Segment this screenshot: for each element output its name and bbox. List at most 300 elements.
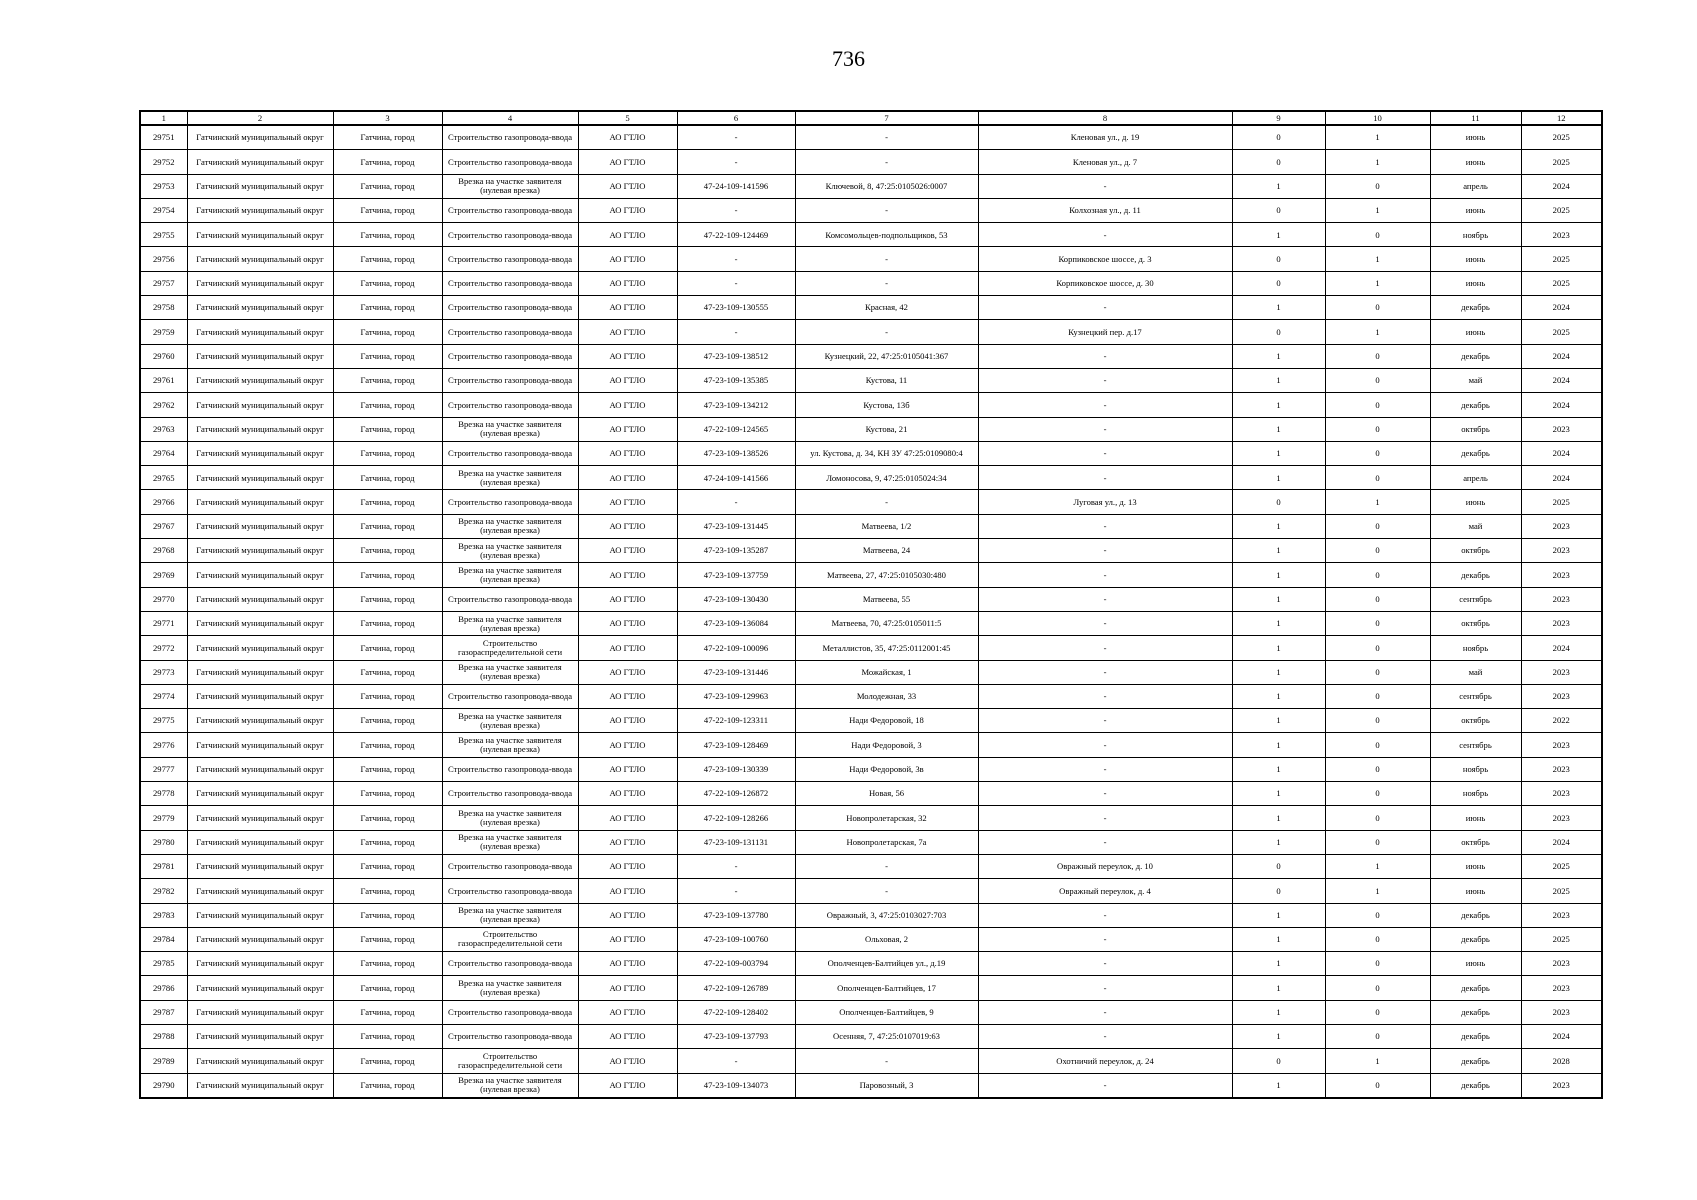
cell-municipality: Гатчинский муниципальный округ — [187, 344, 333, 368]
cell-settlement: Гатчина, город — [333, 271, 442, 295]
cell-work-type: Строительство газопровода-ввода — [442, 150, 578, 174]
cell-object-address: Молодежная, 33 — [795, 684, 978, 708]
cell-municipality: Гатчинский муниципальный округ — [187, 782, 333, 806]
cell-year: 2023 — [1521, 1073, 1602, 1098]
cell-month: декабрь — [1430, 393, 1521, 417]
cell-month: июнь — [1430, 320, 1521, 344]
cell-object-address: Матвеева, 24 — [795, 539, 978, 563]
cell-year: 2023 — [1521, 806, 1602, 830]
cell-settlement: Гатчина, город — [333, 490, 442, 514]
cell-settlement: Гатчина, город — [333, 782, 442, 806]
cell-application-number: - — [677, 320, 795, 344]
cell-work-type: Строительство газораспределительной сети — [442, 927, 578, 951]
cell-settlement: Гатчина, город — [333, 1024, 442, 1048]
cell-count-col-10: 0 — [1325, 976, 1430, 1000]
table-row — [140, 514, 1602, 538]
cell-organization: АО ГТЛО — [578, 952, 677, 976]
cell-count-col-9: 1 — [1232, 806, 1325, 830]
cell-settlement: Гатчина, город — [333, 1073, 442, 1098]
cell-work-type: Строительство газопровода-ввода — [442, 684, 578, 708]
cell-count-col-9: 0 — [1232, 150, 1325, 174]
cell-object-address: - — [795, 490, 978, 514]
cell-month: ноябрь — [1430, 782, 1521, 806]
cell-organization: АО ГТЛО — [578, 879, 677, 903]
cell-planned-address: - — [978, 611, 1232, 635]
cell-planned-address: - — [978, 296, 1232, 320]
cell-work-type: Строительство газопровода-ввода — [442, 296, 578, 320]
cell-count-col-10: 0 — [1325, 563, 1430, 587]
cell-organization: АО ГТЛО — [578, 806, 677, 830]
cell-work-type: Строительство газопровода-ввода — [442, 757, 578, 781]
cell-planned-address: Колхозная ул., д. 11 — [978, 198, 1232, 222]
cell-month: ноябрь — [1430, 757, 1521, 781]
cell-count-col-10: 1 — [1325, 125, 1430, 150]
cell-organization: АО ГТЛО — [578, 174, 677, 198]
cell-object-address: Ломоносова, 9, 47:25:0105024:34 — [795, 466, 978, 490]
cell-count-col-10: 0 — [1325, 296, 1430, 320]
cell-municipality: Гатчинский муниципальный округ — [187, 125, 333, 150]
cell-municipality: Гатчинский муниципальный округ — [187, 320, 333, 344]
cell-settlement: Гатчина, город — [333, 757, 442, 781]
cell-row-number: 29767 — [140, 514, 187, 538]
cell-settlement: Гатчина, город — [333, 952, 442, 976]
cell-planned-address: - — [978, 782, 1232, 806]
cell-application-number: 47-23-109-135385 — [677, 368, 795, 392]
cell-settlement: Гатчина, город — [333, 660, 442, 684]
cell-municipality: Гатчинский муниципальный округ — [187, 563, 333, 587]
cell-count-col-9: 1 — [1232, 563, 1325, 587]
cell-planned-address: - — [978, 830, 1232, 854]
cell-row-number: 29774 — [140, 684, 187, 708]
table-row — [140, 320, 1602, 344]
cell-planned-address: - — [978, 223, 1232, 247]
cell-municipality: Гатчинский муниципальный округ — [187, 490, 333, 514]
cell-count-col-9: 1 — [1232, 733, 1325, 757]
cell-organization: АО ГТЛО — [578, 1000, 677, 1024]
cell-count-col-9: 1 — [1232, 660, 1325, 684]
cell-row-number: 29751 — [140, 125, 187, 150]
cell-settlement: Гатчина, город — [333, 198, 442, 222]
cell-count-col-9: 1 — [1232, 611, 1325, 635]
cell-row-number: 29784 — [140, 927, 187, 951]
cell-row-number: 29768 — [140, 539, 187, 563]
cell-application-number: 47-23-109-130430 — [677, 587, 795, 611]
cell-organization: АО ГТЛО — [578, 757, 677, 781]
cell-year: 2023 — [1521, 660, 1602, 684]
cell-application-number: 47-24-109-141596 — [677, 174, 795, 198]
cell-organization: АО ГТЛО — [578, 587, 677, 611]
table-row — [140, 976, 1602, 1000]
cell-work-type: Врезка на участке заявителя (нулевая врезка) — [442, 466, 578, 490]
cell-organization: АО ГТЛО — [578, 1049, 677, 1073]
cell-row-number: 29758 — [140, 296, 187, 320]
table-row — [140, 636, 1602, 660]
cell-planned-address: - — [978, 368, 1232, 392]
cell-count-col-9: 1 — [1232, 174, 1325, 198]
cell-organization: АО ГТЛО — [578, 830, 677, 854]
cell-planned-address: - — [978, 466, 1232, 490]
column-number-1: 1 — [140, 111, 187, 125]
cell-settlement: Гатчина, город — [333, 223, 442, 247]
cell-settlement: Гатчина, город — [333, 854, 442, 878]
cell-row-number: 29752 — [140, 150, 187, 174]
cell-planned-address: Кузнецкий пер. д.17 — [978, 320, 1232, 344]
cell-row-number: 29766 — [140, 490, 187, 514]
cell-organization: АО ГТЛО — [578, 903, 677, 927]
column-number-11: 11 — [1430, 111, 1521, 125]
cell-work-type: Строительство газопровода-ввода — [442, 587, 578, 611]
column-number-9: 9 — [1232, 111, 1325, 125]
cell-month: декабрь — [1430, 1000, 1521, 1024]
table-row — [140, 466, 1602, 490]
cell-count-col-10: 1 — [1325, 490, 1430, 514]
cell-object-address: Нади Федоровой, 18 — [795, 709, 978, 733]
cell-application-number: 47-24-109-141566 — [677, 466, 795, 490]
cell-year: 2024 — [1521, 441, 1602, 465]
table-row — [140, 393, 1602, 417]
cell-year: 2024 — [1521, 636, 1602, 660]
cell-settlement: Гатчина, город — [333, 1000, 442, 1024]
cell-object-address: - — [795, 125, 978, 150]
cell-planned-address: - — [978, 709, 1232, 733]
column-number-12: 12 — [1521, 111, 1602, 125]
cell-application-number: - — [677, 125, 795, 150]
cell-planned-address: - — [978, 903, 1232, 927]
cell-month: декабрь — [1430, 296, 1521, 320]
table-row — [140, 806, 1602, 830]
cell-municipality: Гатчинский муниципальный округ — [187, 247, 333, 271]
cell-planned-address: - — [978, 393, 1232, 417]
cell-count-col-9: 0 — [1232, 271, 1325, 295]
cell-row-number: 29785 — [140, 952, 187, 976]
cell-year: 2023 — [1521, 611, 1602, 635]
cell-work-type: Строительство газопровода-ввода — [442, 879, 578, 903]
cell-organization: АО ГТЛО — [578, 927, 677, 951]
cell-count-col-10: 0 — [1325, 757, 1430, 781]
cell-application-number: - — [677, 490, 795, 514]
cell-planned-address: Кленовая ул., д. 7 — [978, 150, 1232, 174]
cell-object-address: - — [795, 879, 978, 903]
cell-count-col-10: 0 — [1325, 927, 1430, 951]
cell-year: 2025 — [1521, 879, 1602, 903]
cell-object-address: Паровозный, 3 — [795, 1073, 978, 1098]
cell-planned-address: - — [978, 1024, 1232, 1048]
cell-count-col-10: 1 — [1325, 320, 1430, 344]
cell-municipality: Гатчинский муниципальный округ — [187, 1049, 333, 1073]
cell-work-type: Врезка на участке заявителя (нулевая врезка) — [442, 611, 578, 635]
cell-planned-address: - — [978, 174, 1232, 198]
cell-planned-address: - — [978, 976, 1232, 1000]
cell-organization: АО ГТЛО — [578, 247, 677, 271]
cell-planned-address: Кленовая ул., д. 19 — [978, 125, 1232, 150]
cell-count-col-9: 1 — [1232, 368, 1325, 392]
cell-settlement: Гатчина, город — [333, 563, 442, 587]
cell-count-col-9: 0 — [1232, 125, 1325, 150]
cell-month: декабрь — [1430, 1073, 1521, 1098]
column-number-7: 7 — [795, 111, 978, 125]
cell-count-col-10: 0 — [1325, 587, 1430, 611]
table-row — [140, 879, 1602, 903]
cell-settlement: Гатчина, город — [333, 296, 442, 320]
cell-municipality: Гатчинский муниципальный округ — [187, 806, 333, 830]
cell-count-col-10: 0 — [1325, 368, 1430, 392]
table-row — [140, 1000, 1602, 1024]
cell-application-number: 47-23-109-131131 — [677, 830, 795, 854]
table-row — [140, 223, 1602, 247]
cell-organization: АО ГТЛО — [578, 636, 677, 660]
cell-count-col-9: 1 — [1232, 830, 1325, 854]
cell-application-number: - — [677, 150, 795, 174]
cell-planned-address: - — [978, 733, 1232, 757]
cell-municipality: Гатчинский муниципальный округ — [187, 223, 333, 247]
cell-object-address: - — [795, 150, 978, 174]
cell-municipality: Гатчинский муниципальный округ — [187, 952, 333, 976]
cell-planned-address: Корпиковское шоссе, д. 3 — [978, 247, 1232, 271]
cell-year: 2024 — [1521, 368, 1602, 392]
cell-object-address: - — [795, 854, 978, 878]
cell-object-address: Кустова, 11 — [795, 368, 978, 392]
cell-count-col-10: 1 — [1325, 879, 1430, 903]
cell-planned-address: - — [978, 563, 1232, 587]
cell-settlement: Гатчина, город — [333, 514, 442, 538]
cell-organization: АО ГТЛО — [578, 271, 677, 295]
cell-object-address: Осенняя, 7, 47:25:0107019:63 — [795, 1024, 978, 1048]
cell-year: 2025 — [1521, 125, 1602, 150]
cell-application-number: - — [677, 1049, 795, 1073]
cell-row-number: 29787 — [140, 1000, 187, 1024]
cell-count-col-9: 1 — [1232, 1024, 1325, 1048]
table-row — [140, 368, 1602, 392]
cell-work-type: Врезка на участке заявителя (нулевая врезка) — [442, 174, 578, 198]
cell-application-number: 47-22-109-100096 — [677, 636, 795, 660]
cell-row-number: 29754 — [140, 198, 187, 222]
cell-count-col-10: 1 — [1325, 150, 1430, 174]
cell-month: май — [1430, 514, 1521, 538]
cell-application-number: 47-23-109-130555 — [677, 296, 795, 320]
cell-count-col-9: 1 — [1232, 636, 1325, 660]
cell-municipality: Гатчинский муниципальный округ — [187, 587, 333, 611]
cell-settlement: Гатчина, город — [333, 441, 442, 465]
cell-work-type: Строительство газопровода-ввода — [442, 198, 578, 222]
cell-count-col-9: 1 — [1232, 587, 1325, 611]
cell-month: июнь — [1430, 952, 1521, 976]
cell-work-type: Врезка на участке заявителя (нулевая врезка) — [442, 1073, 578, 1098]
cell-year: 2023 — [1521, 782, 1602, 806]
cell-count-col-10: 0 — [1325, 733, 1430, 757]
table-row — [140, 660, 1602, 684]
cell-organization: АО ГТЛО — [578, 393, 677, 417]
table-row — [140, 782, 1602, 806]
cell-municipality: Гатчинский муниципальный округ — [187, 1024, 333, 1048]
cell-application-number: - — [677, 247, 795, 271]
cell-organization: АО ГТЛО — [578, 223, 677, 247]
cell-settlement: Гатчина, город — [333, 247, 442, 271]
cell-row-number: 29786 — [140, 976, 187, 1000]
cell-settlement: Гатчина, город — [333, 709, 442, 733]
cell-planned-address: Луговая ул., д. 13 — [978, 490, 1232, 514]
cell-row-number: 29769 — [140, 563, 187, 587]
cell-object-address: Ополченцев-Балтийцев ул., д.19 — [795, 952, 978, 976]
cell-count-col-10: 0 — [1325, 806, 1430, 830]
cell-row-number: 29753 — [140, 174, 187, 198]
cell-application-number: 47-22-109-126872 — [677, 782, 795, 806]
cell-application-number: - — [677, 198, 795, 222]
cell-month: октябрь — [1430, 830, 1521, 854]
cell-count-col-9: 1 — [1232, 441, 1325, 465]
cell-year: 2024 — [1521, 393, 1602, 417]
cell-year: 2025 — [1521, 198, 1602, 222]
cell-organization: АО ГТЛО — [578, 684, 677, 708]
cell-year: 2023 — [1521, 417, 1602, 441]
cell-object-address: Кустова, 21 — [795, 417, 978, 441]
cell-organization: АО ГТЛО — [578, 417, 677, 441]
cell-settlement: Гатчина, город — [333, 320, 442, 344]
cell-application-number: 47-23-109-138526 — [677, 441, 795, 465]
cell-organization: АО ГТЛО — [578, 441, 677, 465]
cell-month: июнь — [1430, 247, 1521, 271]
table-row — [140, 539, 1602, 563]
table-row — [140, 854, 1602, 878]
table-row — [140, 441, 1602, 465]
cell-organization: АО ГТЛО — [578, 150, 677, 174]
cell-application-number: 47-23-109-130339 — [677, 757, 795, 781]
cell-planned-address: - — [978, 636, 1232, 660]
column-number-5: 5 — [578, 111, 677, 125]
cell-row-number: 29783 — [140, 903, 187, 927]
table-row — [140, 198, 1602, 222]
cell-municipality: Гатчинский муниципальный округ — [187, 709, 333, 733]
cell-month: декабрь — [1430, 563, 1521, 587]
cell-planned-address: - — [978, 806, 1232, 830]
cell-year: 2024 — [1521, 830, 1602, 854]
page-number: 736 — [832, 46, 865, 71]
cell-work-type: Врезка на участке заявителя (нулевая врезка) — [442, 539, 578, 563]
cell-organization: АО ГТЛО — [578, 490, 677, 514]
cell-organization: АО ГТЛО — [578, 466, 677, 490]
cell-count-col-9: 1 — [1232, 1000, 1325, 1024]
cell-application-number: 47-23-109-138512 — [677, 344, 795, 368]
cell-work-type: Врезка на участке заявителя (нулевая врезка) — [442, 903, 578, 927]
table-row — [140, 709, 1602, 733]
cell-settlement: Гатчина, город — [333, 1049, 442, 1073]
cell-object-address: Ополченцев-Балтийцев, 9 — [795, 1000, 978, 1024]
cell-organization: АО ГТЛО — [578, 782, 677, 806]
cell-municipality: Гатчинский муниципальный округ — [187, 854, 333, 878]
cell-organization: АО ГТЛО — [578, 1073, 677, 1098]
cell-work-type: Строительство газопровода-ввода — [442, 441, 578, 465]
cell-count-col-10: 0 — [1325, 903, 1430, 927]
cell-planned-address: - — [978, 514, 1232, 538]
cell-year: 2023 — [1521, 684, 1602, 708]
cell-planned-address: - — [978, 539, 1232, 563]
cell-count-col-10: 0 — [1325, 417, 1430, 441]
table-row — [140, 417, 1602, 441]
cell-row-number: 29757 — [140, 271, 187, 295]
cell-month: декабрь — [1430, 903, 1521, 927]
cell-row-number: 29788 — [140, 1024, 187, 1048]
cell-object-address: - — [795, 198, 978, 222]
table-row — [140, 490, 1602, 514]
cell-row-number: 29763 — [140, 417, 187, 441]
cell-object-address: Ключевой, 8, 47:25:0105026:0007 — [795, 174, 978, 198]
cell-row-number: 29789 — [140, 1049, 187, 1073]
cell-planned-address: - — [978, 1000, 1232, 1024]
cell-month: сентябрь — [1430, 733, 1521, 757]
cell-work-type: Строительство газопровода-ввода — [442, 223, 578, 247]
cell-application-number: 47-23-109-137793 — [677, 1024, 795, 1048]
cell-application-number: 47-23-109-134073 — [677, 1073, 795, 1098]
cell-year: 2024 — [1521, 296, 1602, 320]
cell-month: октябрь — [1430, 611, 1521, 635]
cell-planned-address: - — [978, 757, 1232, 781]
cell-settlement: Гатчина, город — [333, 539, 442, 563]
cell-planned-address: - — [978, 660, 1232, 684]
cell-row-number: 29759 — [140, 320, 187, 344]
cell-settlement: Гатчина, город — [333, 344, 442, 368]
table-row — [140, 1073, 1602, 1098]
cell-organization: АО ГТЛО — [578, 709, 677, 733]
cell-count-col-9: 0 — [1232, 854, 1325, 878]
cell-work-type: Строительство газопровода-ввода — [442, 952, 578, 976]
cell-work-type: Строительство газопровода-ввода — [442, 854, 578, 878]
cell-count-col-9: 1 — [1232, 976, 1325, 1000]
cell-row-number: 29755 — [140, 223, 187, 247]
column-number-6: 6 — [677, 111, 795, 125]
cell-year: 2025 — [1521, 854, 1602, 878]
cell-object-address: - — [795, 320, 978, 344]
column-number-10: 10 — [1325, 111, 1430, 125]
cell-month: декабрь — [1430, 927, 1521, 951]
cell-object-address: - — [795, 1049, 978, 1073]
table-row — [140, 903, 1602, 927]
cell-municipality: Гатчинский муниципальный округ — [187, 1073, 333, 1098]
table-row — [140, 271, 1602, 295]
cell-count-col-10: 0 — [1325, 1073, 1430, 1098]
cell-count-col-9: 1 — [1232, 1073, 1325, 1098]
cell-row-number: 29771 — [140, 611, 187, 635]
cell-object-address: Кустова, 13б — [795, 393, 978, 417]
cell-application-number: 47-22-109-128266 — [677, 806, 795, 830]
cell-settlement: Гатчина, город — [333, 830, 442, 854]
cell-object-address: Ополченцев-Балтийцев, 17 — [795, 976, 978, 1000]
cell-organization: АО ГТЛО — [578, 125, 677, 150]
cell-month: октябрь — [1430, 709, 1521, 733]
cell-application-number: 47-23-109-129963 — [677, 684, 795, 708]
cell-row-number: 29782 — [140, 879, 187, 903]
cell-count-col-10: 0 — [1325, 684, 1430, 708]
cell-work-type: Врезка на участке заявителя (нулевая врезка) — [442, 806, 578, 830]
cell-work-type: Врезка на участке заявителя (нулевая врезка) — [442, 709, 578, 733]
cell-planned-address: - — [978, 417, 1232, 441]
cell-planned-address: - — [978, 1073, 1232, 1098]
cell-municipality: Гатчинский муниципальный округ — [187, 903, 333, 927]
cell-application-number: 47-22-109-123311 — [677, 709, 795, 733]
column-number-3: 3 — [333, 111, 442, 125]
cell-application-number: - — [677, 879, 795, 903]
cell-count-col-9: 1 — [1232, 903, 1325, 927]
cell-month: май — [1430, 660, 1521, 684]
cell-count-col-9: 1 — [1232, 393, 1325, 417]
cell-municipality: Гатчинский муниципальный округ — [187, 393, 333, 417]
cell-organization: АО ГТЛО — [578, 854, 677, 878]
cell-planned-address: - — [978, 952, 1232, 976]
cell-month: декабрь — [1430, 1024, 1521, 1048]
cell-year: 2024 — [1521, 344, 1602, 368]
cell-planned-address: - — [978, 344, 1232, 368]
cell-organization: АО ГТЛО — [578, 296, 677, 320]
cell-count-col-10: 0 — [1325, 636, 1430, 660]
cell-planned-address: Охотничий переулок, д. 24 — [978, 1049, 1232, 1073]
